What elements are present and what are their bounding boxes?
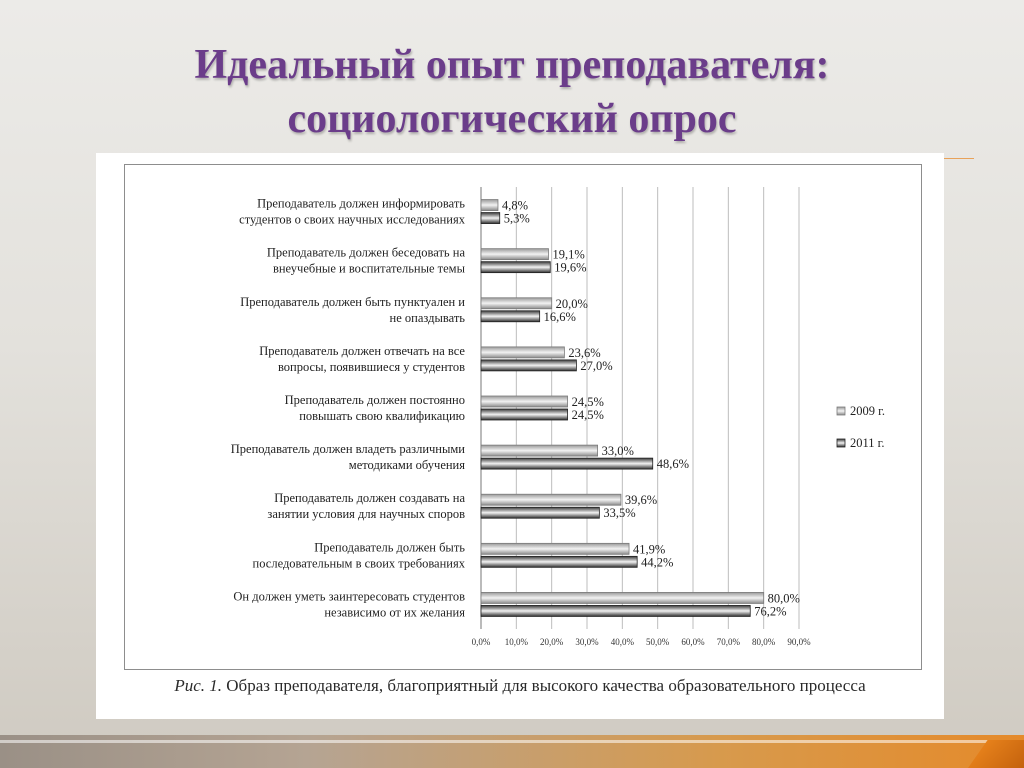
category-label: Преподаватель должен создавать на xyxy=(274,491,465,506)
category-label: Преподаватель должен быть пунктуален и xyxy=(240,294,465,309)
data-label: 33,0% xyxy=(601,444,634,459)
slide-title-line-2: социологический опрос xyxy=(287,96,737,142)
data-label: 19,6% xyxy=(554,260,587,275)
slide-title xyxy=(0,38,1024,146)
figure xyxy=(96,153,944,719)
bar-2009 xyxy=(481,445,598,456)
category-label: Он должен уметь заинтересовать студентов xyxy=(233,589,465,604)
data-label: 16,6% xyxy=(543,309,576,324)
x-tick-label: 60,0% xyxy=(681,637,705,647)
bar-2009 xyxy=(481,543,629,554)
legend-label: 2009 г. xyxy=(850,404,885,418)
data-label: 4,8% xyxy=(501,198,529,213)
bar-2009 xyxy=(481,347,564,358)
data-label: 20,0% xyxy=(555,296,588,311)
bar-2011 xyxy=(481,605,750,616)
legend-swatch-2011 xyxy=(837,439,845,447)
data-label: 23,6% xyxy=(568,345,601,360)
bottom-stripe xyxy=(0,740,1024,743)
data-label: 44,2% xyxy=(641,555,674,570)
category-label: не опаздывать xyxy=(389,310,465,325)
bar-2011 xyxy=(481,409,568,420)
decorative-line xyxy=(944,158,974,159)
legend-label: 2011 г. xyxy=(850,436,885,450)
bar-2009 xyxy=(481,200,498,211)
data-label: 33,5% xyxy=(603,506,636,521)
data-label: 5,3% xyxy=(503,211,530,226)
category-label: студентов о своих научных исследованиях xyxy=(239,212,465,227)
x-tick-label: 40,0% xyxy=(610,637,634,647)
bar-2009 xyxy=(481,298,552,309)
x-tick-label: 0,0% xyxy=(471,637,491,647)
category-label: повышать свою квалификацию xyxy=(299,409,465,423)
caption-text: Образ преподавателя, благоприятный для высокого качества образовательного процесса xyxy=(226,676,866,695)
bar-2011 xyxy=(481,556,637,567)
category-label: Преподаватель должен постоянно xyxy=(284,393,465,407)
category-label: Преподаватель должен информировать xyxy=(257,196,465,211)
data-label: 39,6% xyxy=(624,493,658,508)
chart-frame xyxy=(124,164,922,670)
data-label: 24,5% xyxy=(571,395,604,409)
category-label: вопросы, появившиеся у студентов xyxy=(277,359,465,374)
bar-2009 xyxy=(481,249,548,260)
bar-2011 xyxy=(481,311,540,322)
bar-2009 xyxy=(481,494,621,505)
bar-2011 xyxy=(481,458,653,469)
category-label: методиками обучения xyxy=(348,458,465,473)
category-label: занятии условия для научных споров xyxy=(267,507,465,522)
data-label: 24,5% xyxy=(571,408,604,422)
data-label: 19,1% xyxy=(552,247,585,262)
category-label: Преподаватель должен владеть различными xyxy=(230,442,465,457)
category-label: внеучебные и воспитательные темы xyxy=(272,261,465,276)
category-label: Преподаватель должен беседовать на xyxy=(266,245,465,260)
x-tick-label: 90,0% xyxy=(787,637,811,647)
x-tick-label: 30,0% xyxy=(575,637,599,647)
x-tick-label: 10,0% xyxy=(504,637,528,647)
category-label: Преподаватель должен отвечать на все xyxy=(259,343,465,358)
bar-2011 xyxy=(481,213,500,224)
bar-chart xyxy=(125,165,921,669)
category-label: Преподаватель должен быть xyxy=(314,540,465,555)
x-tick-label: 80,0% xyxy=(752,637,776,647)
slide-title-line-1: Идеальный опыт преподавателя: xyxy=(194,42,830,88)
bar-2009 xyxy=(481,396,568,407)
data-label: 27,0% xyxy=(580,358,613,373)
x-tick-label: 50,0% xyxy=(646,637,670,647)
bar-2011 xyxy=(481,360,576,371)
legend-swatch-2009 xyxy=(837,407,845,415)
x-tick-label: 70,0% xyxy=(716,637,740,647)
data-label: 48,6% xyxy=(656,457,690,472)
figure-caption xyxy=(96,676,944,695)
data-label: 80,0% xyxy=(767,591,800,606)
bar-2009 xyxy=(481,592,764,603)
bar-2011 xyxy=(481,507,599,518)
category-label: независимо от их желания xyxy=(324,605,465,620)
data-label: 76,2% xyxy=(754,604,787,619)
data-label: 41,9% xyxy=(633,542,666,557)
bar-2011 xyxy=(481,262,550,273)
x-tick-label: 20,0% xyxy=(540,637,564,647)
caption-prefix: Рис. 1. xyxy=(174,676,223,695)
category-label: последовательным в своих требованиях xyxy=(252,556,465,571)
